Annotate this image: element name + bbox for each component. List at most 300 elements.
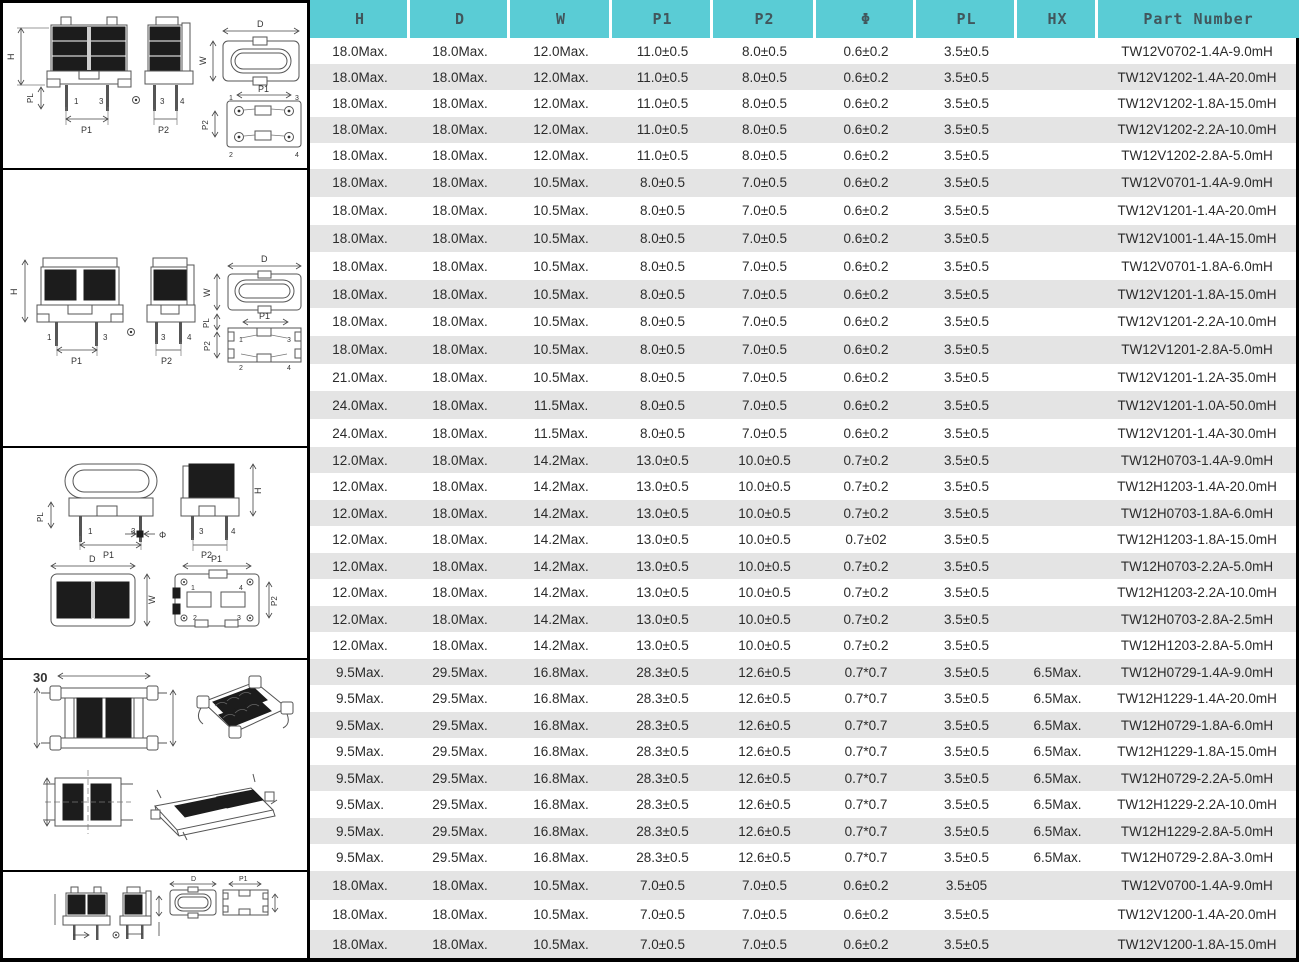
table-cell: 18.0Max.	[432, 122, 488, 138]
table-cell: 10.5Max.	[533, 369, 589, 385]
table-cell: TW12V1200-1.8A-15.0mH	[1117, 936, 1277, 952]
table-row	[310, 685, 1296, 712]
svg-text:P1: P1	[211, 554, 223, 564]
table-row	[310, 900, 1296, 929]
table-cell: 18.0Max.	[432, 148, 488, 164]
table-cell: 0.7*0.7	[844, 823, 888, 839]
table-cell: 18.0Max.	[332, 314, 388, 330]
table-cell: 3.5±0.5	[944, 452, 989, 468]
table-cell: 28.3±0.5	[636, 770, 689, 786]
svg-text:3: 3	[103, 333, 108, 342]
table-cell: TW12H1203-1.8A-15.0mH	[1117, 532, 1277, 548]
table-cell: 10.0±0.5	[738, 611, 791, 627]
table-cell: 18.0Max.	[432, 175, 488, 191]
table-cell: TW12H0703-1.8A-6.0mH	[1120, 505, 1274, 521]
table-cell: 8.0±0.5	[640, 175, 685, 191]
table-cell: 18.0Max.	[432, 558, 488, 574]
table-cell: 18.0Max.	[332, 342, 388, 358]
table-cell	[1017, 280, 1098, 308]
table-cell: 9.5Max.	[335, 797, 385, 813]
table-cell: 3.5±0.5	[944, 95, 989, 111]
table-cell: 12.0Max.	[332, 638, 388, 654]
svg-text:3: 3	[161, 333, 166, 342]
table-cell: 0.7±0.2	[843, 611, 889, 627]
table-cell: TW12V0701-1.8A-6.0mH	[1121, 258, 1273, 274]
table-cell	[1017, 169, 1098, 197]
header-cell: HX	[1017, 0, 1098, 38]
divider-group-1	[0, 168, 310, 170]
table-cell: 13.0±0.5	[636, 585, 689, 601]
table-cell: 12.0Max.	[533, 95, 589, 111]
table-cell: 3.5±0.5	[944, 397, 989, 413]
table-cell: 3.5±0.5	[944, 286, 989, 302]
table-cell: 7.0±0.5	[742, 425, 787, 441]
table-cell: TW12H1203-1.4A-20.0mH	[1117, 479, 1277, 495]
table-cell: 18.0Max.	[432, 638, 488, 654]
svg-text:W: W	[202, 288, 212, 297]
table-cell: 14.2Max.	[533, 505, 589, 521]
table-row	[310, 143, 1296, 169]
table-cell: 11.5Max.	[533, 425, 589, 441]
table-cell: 13.0±0.5	[636, 532, 689, 548]
diagram-vertical-type-small	[3, 872, 307, 956]
svg-text:P2: P2	[270, 596, 279, 606]
table-cell: 8.0±0.5	[640, 203, 685, 219]
table-cell: 7.0±0.5	[640, 907, 685, 923]
table-cell: 0.6±0.2	[843, 878, 889, 894]
table-cell	[1017, 579, 1098, 606]
table-cell: 12.0Max.	[533, 43, 589, 59]
table-cell: 0.6±0.2	[843, 369, 889, 385]
table-row	[310, 818, 1296, 845]
table-cell: 3.5±0.5	[944, 43, 989, 59]
table-cell	[1017, 38, 1098, 64]
svg-text:3: 3	[287, 337, 291, 344]
table-cell: 12.0Max.	[533, 122, 589, 138]
table-cell	[1017, 473, 1098, 500]
table-cell: 0.7±02	[845, 532, 887, 548]
table-cell: TW12V1200-1.4A-20.0mH	[1117, 907, 1277, 923]
table-cell: 0.7*0.7	[844, 744, 888, 760]
table-cell: 11.5Max.	[533, 397, 589, 413]
table-cell: 0.7±0.2	[843, 558, 889, 574]
table-cell: 3.5±0.5	[944, 717, 989, 733]
table-cell	[1017, 500, 1098, 527]
table-cell: 10.5Max.	[533, 878, 589, 894]
table-row	[310, 712, 1296, 739]
table-cell: TW12V1201-2.8A-5.0mH	[1121, 342, 1273, 358]
table-cell: TW12V1202-2.2A-10.0mH	[1117, 122, 1277, 138]
diagram-horizontal-type-1	[3, 448, 307, 656]
table-cell: 29.5Max.	[432, 664, 488, 680]
table-cell: 28.3±0.5	[636, 664, 689, 680]
table-cell: 10.5Max.	[533, 175, 589, 191]
table-cell: 14.2Max.	[533, 479, 589, 495]
table-cell	[1017, 930, 1098, 959]
table-cell: 3.5±0.5	[944, 744, 989, 760]
table-cell: 6.5Max.	[1033, 664, 1082, 680]
table-cell: 13.0±0.5	[636, 452, 689, 468]
svg-text:3: 3	[131, 527, 136, 536]
header-cell: P1	[612, 0, 713, 38]
table-cell: 3.5±0.5	[944, 479, 989, 495]
table-cell: 3.5±0.5	[944, 369, 989, 385]
table-cell: 8.0±0.5	[640, 369, 685, 385]
table-cell: TW12V1201-1.4A-30.0mH	[1117, 425, 1277, 441]
table-row	[310, 90, 1296, 116]
table-cell: 16.8Max.	[533, 850, 589, 866]
table-cell: 18.0Max.	[332, 43, 388, 59]
table-cell: 28.3±0.5	[636, 691, 689, 707]
table-cell: 18.0Max.	[432, 314, 488, 330]
table-cell: 16.8Max.	[533, 664, 589, 680]
table-cell: 7.0±0.5	[742, 936, 787, 952]
table-cell: 0.6±0.2	[843, 286, 889, 302]
svg-text:4: 4	[295, 152, 299, 159]
table-cell: 12.6±0.5	[738, 797, 791, 813]
table-cell: 11.0±0.5	[636, 69, 689, 85]
svg-text:H: H	[9, 288, 19, 295]
table-cell: 0.6±0.2	[843, 43, 889, 59]
table-cell: TW12V1201-1.0A-50.0mH	[1117, 397, 1277, 413]
table-cell	[1017, 900, 1098, 929]
svg-text:3: 3	[199, 527, 204, 536]
table-cell: 24.0Max.	[332, 425, 388, 441]
table-cell: 18.0Max.	[432, 532, 488, 548]
table-cell: 6.5Max.	[1033, 823, 1082, 839]
table-cell: 8.0±0.5	[640, 397, 685, 413]
table-cell: 18.0Max.	[432, 505, 488, 521]
table-cell: 3.5±0.5	[944, 691, 989, 707]
table-cell: 18.0Max.	[332, 148, 388, 164]
table-row	[310, 579, 1296, 606]
divider-diagram-table	[307, 0, 310, 962]
table-row	[310, 169, 1296, 197]
table-cell: 0.7*0.7	[844, 691, 888, 707]
table-cell: 3.5±0.5	[944, 203, 989, 219]
table-cell: TW12V1201-1.8A-15.0mH	[1117, 286, 1277, 302]
table-cell: 7.0±0.5	[742, 203, 787, 219]
table-row	[310, 225, 1296, 253]
table-row	[310, 197, 1296, 225]
table-cell: 11.0±0.5	[636, 95, 689, 111]
table-cell: 7.0±0.5	[742, 258, 787, 274]
table-cell	[1017, 90, 1098, 116]
table-cell: 18.0Max.	[432, 585, 488, 601]
table-cell: 28.3±0.5	[636, 744, 689, 760]
table-row	[310, 117, 1296, 143]
svg-text:P1: P1	[239, 876, 248, 883]
table-row	[310, 871, 1296, 900]
svg-text:4: 4	[287, 365, 291, 372]
svg-text:P2: P2	[161, 356, 173, 366]
table-cell: 3.5±0.5	[944, 505, 989, 521]
table-row	[310, 765, 1296, 792]
header-cell: D	[410, 0, 510, 38]
table-cell: TW12H0729-1.8A-6.0mH	[1120, 717, 1274, 733]
table-cell: 8.0±0.5	[742, 69, 787, 85]
table-cell: 14.2Max.	[533, 558, 589, 574]
table-cell: 12.0Max.	[332, 558, 388, 574]
divider-group-2	[0, 446, 310, 448]
table-cell: 0.6±0.2	[843, 69, 889, 85]
table-row	[310, 606, 1296, 633]
svg-text:D: D	[191, 876, 197, 883]
table-cell: 3.5±0.5	[944, 425, 989, 441]
table-row	[310, 930, 1296, 959]
table-cell	[1017, 252, 1098, 280]
table-cell	[1017, 336, 1098, 364]
table-cell: 3.5±0.5	[944, 558, 989, 574]
svg-text:W: W	[198, 56, 208, 65]
table-cell: 7.0±0.5	[742, 342, 787, 358]
table-cell: TW12H0703-2.2A-5.0mH	[1120, 558, 1274, 574]
table-cell: 10.0±0.5	[738, 505, 791, 521]
table-cell: 8.0±0.5	[742, 122, 787, 138]
table-cell	[1017, 308, 1098, 336]
table-cell: 18.0Max.	[432, 369, 488, 385]
table-cell: 24.0Max.	[332, 397, 388, 413]
table-cell: TW12V1201-1.2A-35.0mH	[1117, 369, 1277, 385]
table-cell: 10.5Max.	[533, 907, 589, 923]
table-cell: 0.6±0.2	[843, 936, 889, 952]
table-cell: 0.6±0.2	[843, 314, 889, 330]
table-cell: 18.0Max.	[432, 230, 488, 246]
svg-text:1: 1	[229, 95, 233, 102]
table-cell: 16.8Max.	[533, 770, 589, 786]
table-cell	[1017, 364, 1098, 392]
table-cell: 0.7*0.7	[844, 770, 888, 786]
table-row	[310, 64, 1296, 90]
svg-text:H: H	[6, 53, 16, 60]
table-cell: 18.0Max.	[432, 936, 488, 952]
table-cell: 6.5Max.	[1033, 717, 1082, 733]
table-cell: 0.6±0.2	[843, 175, 889, 191]
table-cell	[1017, 553, 1098, 580]
header-cell: W	[510, 0, 612, 38]
table-cell: TW12H1229-1.8A-15.0mH	[1117, 744, 1277, 760]
table-cell: 10.5Max.	[533, 258, 589, 274]
table-body	[310, 38, 1296, 959]
divider-group-3	[0, 658, 310, 660]
table-row	[310, 280, 1296, 308]
table-row	[310, 632, 1296, 659]
table-cell: 6.5Max.	[1033, 691, 1082, 707]
table-cell: 7.0±0.5	[742, 230, 787, 246]
table-cell	[1017, 632, 1098, 659]
table-cell: 10.5Max.	[533, 203, 589, 219]
table-cell: 12.6±0.5	[738, 770, 791, 786]
table-row	[310, 419, 1296, 447]
table-cell: 18.0Max.	[432, 452, 488, 468]
table-cell	[1017, 526, 1098, 553]
svg-text:P1: P1	[259, 311, 271, 321]
table-cell: 12.6±0.5	[738, 691, 791, 707]
svg-text:D: D	[257, 19, 264, 29]
table-cell: 6.5Max.	[1033, 797, 1082, 813]
table-cell: 0.7±0.2	[843, 585, 889, 601]
table-cell: 8.0±0.5	[640, 258, 685, 274]
table-cell: 18.0Max.	[432, 43, 488, 59]
table-cell: 10.5Max.	[533, 342, 589, 358]
table-cell: 9.5Max.	[335, 744, 385, 760]
svg-text:1: 1	[191, 585, 195, 592]
table-cell: TW12H1203-2.2A-10.0mH	[1117, 585, 1277, 601]
table-cell: 0.7*0.7	[844, 664, 888, 680]
table-cell: 21.0Max.	[332, 369, 388, 385]
table-cell: 16.8Max.	[533, 717, 589, 733]
table-cell: 28.3±0.5	[636, 717, 689, 733]
table-header	[310, 0, 1299, 38]
svg-text:P1: P1	[103, 550, 115, 560]
table-cell: 29.5Max.	[432, 850, 488, 866]
table-cell: 8.0±0.5	[640, 314, 685, 330]
table-cell: 13.0±0.5	[636, 505, 689, 521]
table-cell: 0.6±0.2	[843, 122, 889, 138]
table-cell: 12.6±0.5	[738, 823, 791, 839]
table-cell: TW12V1001-1.4A-15.0mH	[1117, 230, 1277, 246]
table-cell: 3.5±0.5	[944, 258, 989, 274]
svg-text:PL: PL	[202, 318, 211, 328]
table-cell: 18.0Max.	[332, 175, 388, 191]
table-cell: 13.0±0.5	[636, 558, 689, 574]
table-cell: TW12H1229-2.8A-5.0mH	[1120, 823, 1274, 839]
table-row	[310, 38, 1296, 64]
table-cell: TW12H0729-1.4A-9.0mH	[1120, 664, 1274, 680]
table-cell: 9.5Max.	[335, 691, 385, 707]
table-cell: 12.0Max.	[332, 479, 388, 495]
svg-text:30: 30	[33, 670, 48, 685]
table-cell: 3.5±0.5	[944, 611, 989, 627]
table-cell: 14.2Max.	[533, 585, 589, 601]
table-cell: 12.6±0.5	[738, 664, 791, 680]
svg-text:D: D	[261, 254, 268, 264]
table-cell: 18.0Max.	[332, 69, 388, 85]
table-cell: 7.0±0.5	[640, 878, 685, 894]
table-cell: 18.0Max.	[432, 342, 488, 358]
table-cell: 12.6±0.5	[738, 717, 791, 733]
svg-text:1: 1	[88, 527, 93, 536]
table-cell: 13.0±0.5	[636, 638, 689, 654]
table-cell: 14.2Max.	[533, 638, 589, 654]
svg-text:W: W	[147, 595, 157, 604]
svg-text:PL: PL	[26, 93, 35, 103]
table-cell: 0.7*0.7	[844, 850, 888, 866]
table-cell: 14.2Max.	[533, 532, 589, 548]
table-cell: TW12V0702-1.4A-9.0mH	[1121, 43, 1273, 59]
table-cell: 18.0Max.	[432, 397, 488, 413]
table-cell: 18.0Max.	[332, 203, 388, 219]
table-cell: 18.0Max.	[332, 230, 388, 246]
table-cell: 18.0Max.	[432, 907, 488, 923]
table-cell: 0.6±0.2	[843, 397, 889, 413]
table-cell: 12.6±0.5	[738, 744, 791, 760]
table-row	[310, 526, 1296, 553]
table-cell: 7.0±0.5	[742, 907, 787, 923]
table-cell: 3.5±0.5	[944, 122, 989, 138]
table-cell: 29.5Max.	[432, 717, 488, 733]
table-cell: 3.5±0.5	[944, 230, 989, 246]
svg-text:3: 3	[99, 97, 104, 106]
table-cell: TW12H1229-1.4A-20.0mH	[1117, 691, 1277, 707]
table-cell: 3.5±0.5	[944, 314, 989, 330]
header-cell: H	[310, 0, 410, 38]
table-cell: 0.6±0.2	[843, 425, 889, 441]
table-cell: TW12V1202-1.8A-15.0mH	[1117, 95, 1277, 111]
diagram-smd-type	[3, 660, 307, 868]
table-cell: 10.5Max.	[533, 230, 589, 246]
table-cell: 7.0±0.5	[742, 878, 787, 894]
table-cell: TW12H0729-2.2A-5.0mH	[1120, 770, 1274, 786]
table-cell: 9.5Max.	[335, 770, 385, 786]
table-cell: 12.6±0.5	[738, 850, 791, 866]
svg-text:2: 2	[239, 365, 243, 372]
table-cell	[1017, 447, 1098, 474]
table-cell: 18.0Max.	[332, 936, 388, 952]
border-bottom	[0, 958, 1299, 962]
table-cell: 18.0Max.	[432, 878, 488, 894]
table-cell: 18.0Max.	[432, 95, 488, 111]
table-row	[310, 308, 1296, 336]
table-cell: 3.5±0.5	[944, 823, 989, 839]
table-cell: TW12V1201-2.2A-10.0mH	[1117, 314, 1277, 330]
table-cell: 10.0±0.5	[738, 585, 791, 601]
table-cell: 12.0Max.	[533, 69, 589, 85]
table-cell: 16.8Max.	[533, 744, 589, 760]
table-cell	[1017, 391, 1098, 419]
table-row	[310, 659, 1296, 686]
table-cell: 8.0±0.5	[640, 286, 685, 302]
table-cell: 11.0±0.5	[636, 43, 689, 59]
table-cell: 8.0±0.5	[742, 43, 787, 59]
table-cell: 7.0±0.5	[742, 314, 787, 330]
table-cell: 0.6±0.2	[843, 907, 889, 923]
header-cell: PL	[916, 0, 1017, 38]
table-cell: 3.5±0.5	[944, 175, 989, 191]
header-cell: P2	[713, 0, 816, 38]
table-cell: 0.6±0.2	[843, 258, 889, 274]
svg-text:D: D	[89, 554, 96, 564]
svg-text:4: 4	[180, 97, 185, 106]
table-cell: 0.7±0.2	[843, 452, 889, 468]
table-cell: 12.0Max.	[332, 611, 388, 627]
svg-text:2: 2	[229, 152, 233, 159]
header-cell: Φ	[816, 0, 916, 38]
table-cell: 8.0±0.5	[640, 425, 685, 441]
table-cell: 16.8Max.	[533, 823, 589, 839]
table-cell: 16.8Max.	[533, 797, 589, 813]
table-cell: 3.5±0.5	[944, 797, 989, 813]
svg-text:P2: P2	[203, 341, 212, 351]
table-cell: 3.5±0.5	[944, 936, 989, 952]
table-row	[310, 844, 1296, 871]
table-cell: 18.0Max.	[332, 907, 388, 923]
table-cell: TW12V1201-1.4A-20.0mH	[1117, 203, 1277, 219]
table-cell: 0.7*0.7	[844, 797, 888, 813]
table-cell: TW12H0703-1.4A-9.0mH	[1120, 452, 1274, 468]
table-cell: 13.0±0.5	[636, 611, 689, 627]
table-cell: 12.0Max.	[533, 148, 589, 164]
table-cell: 3.5±0.5	[944, 638, 989, 654]
table-cell: 3.5±0.5	[944, 850, 989, 866]
table-cell: 6.5Max.	[1033, 850, 1082, 866]
table-cell: 7.0±0.5	[742, 286, 787, 302]
table-cell: 3.5±0.5	[944, 770, 989, 786]
svg-text:3: 3	[237, 615, 241, 622]
table-cell: 12.0Max.	[332, 452, 388, 468]
table-cell: 29.5Max.	[432, 797, 488, 813]
table-cell: 18.0Max.	[332, 258, 388, 274]
